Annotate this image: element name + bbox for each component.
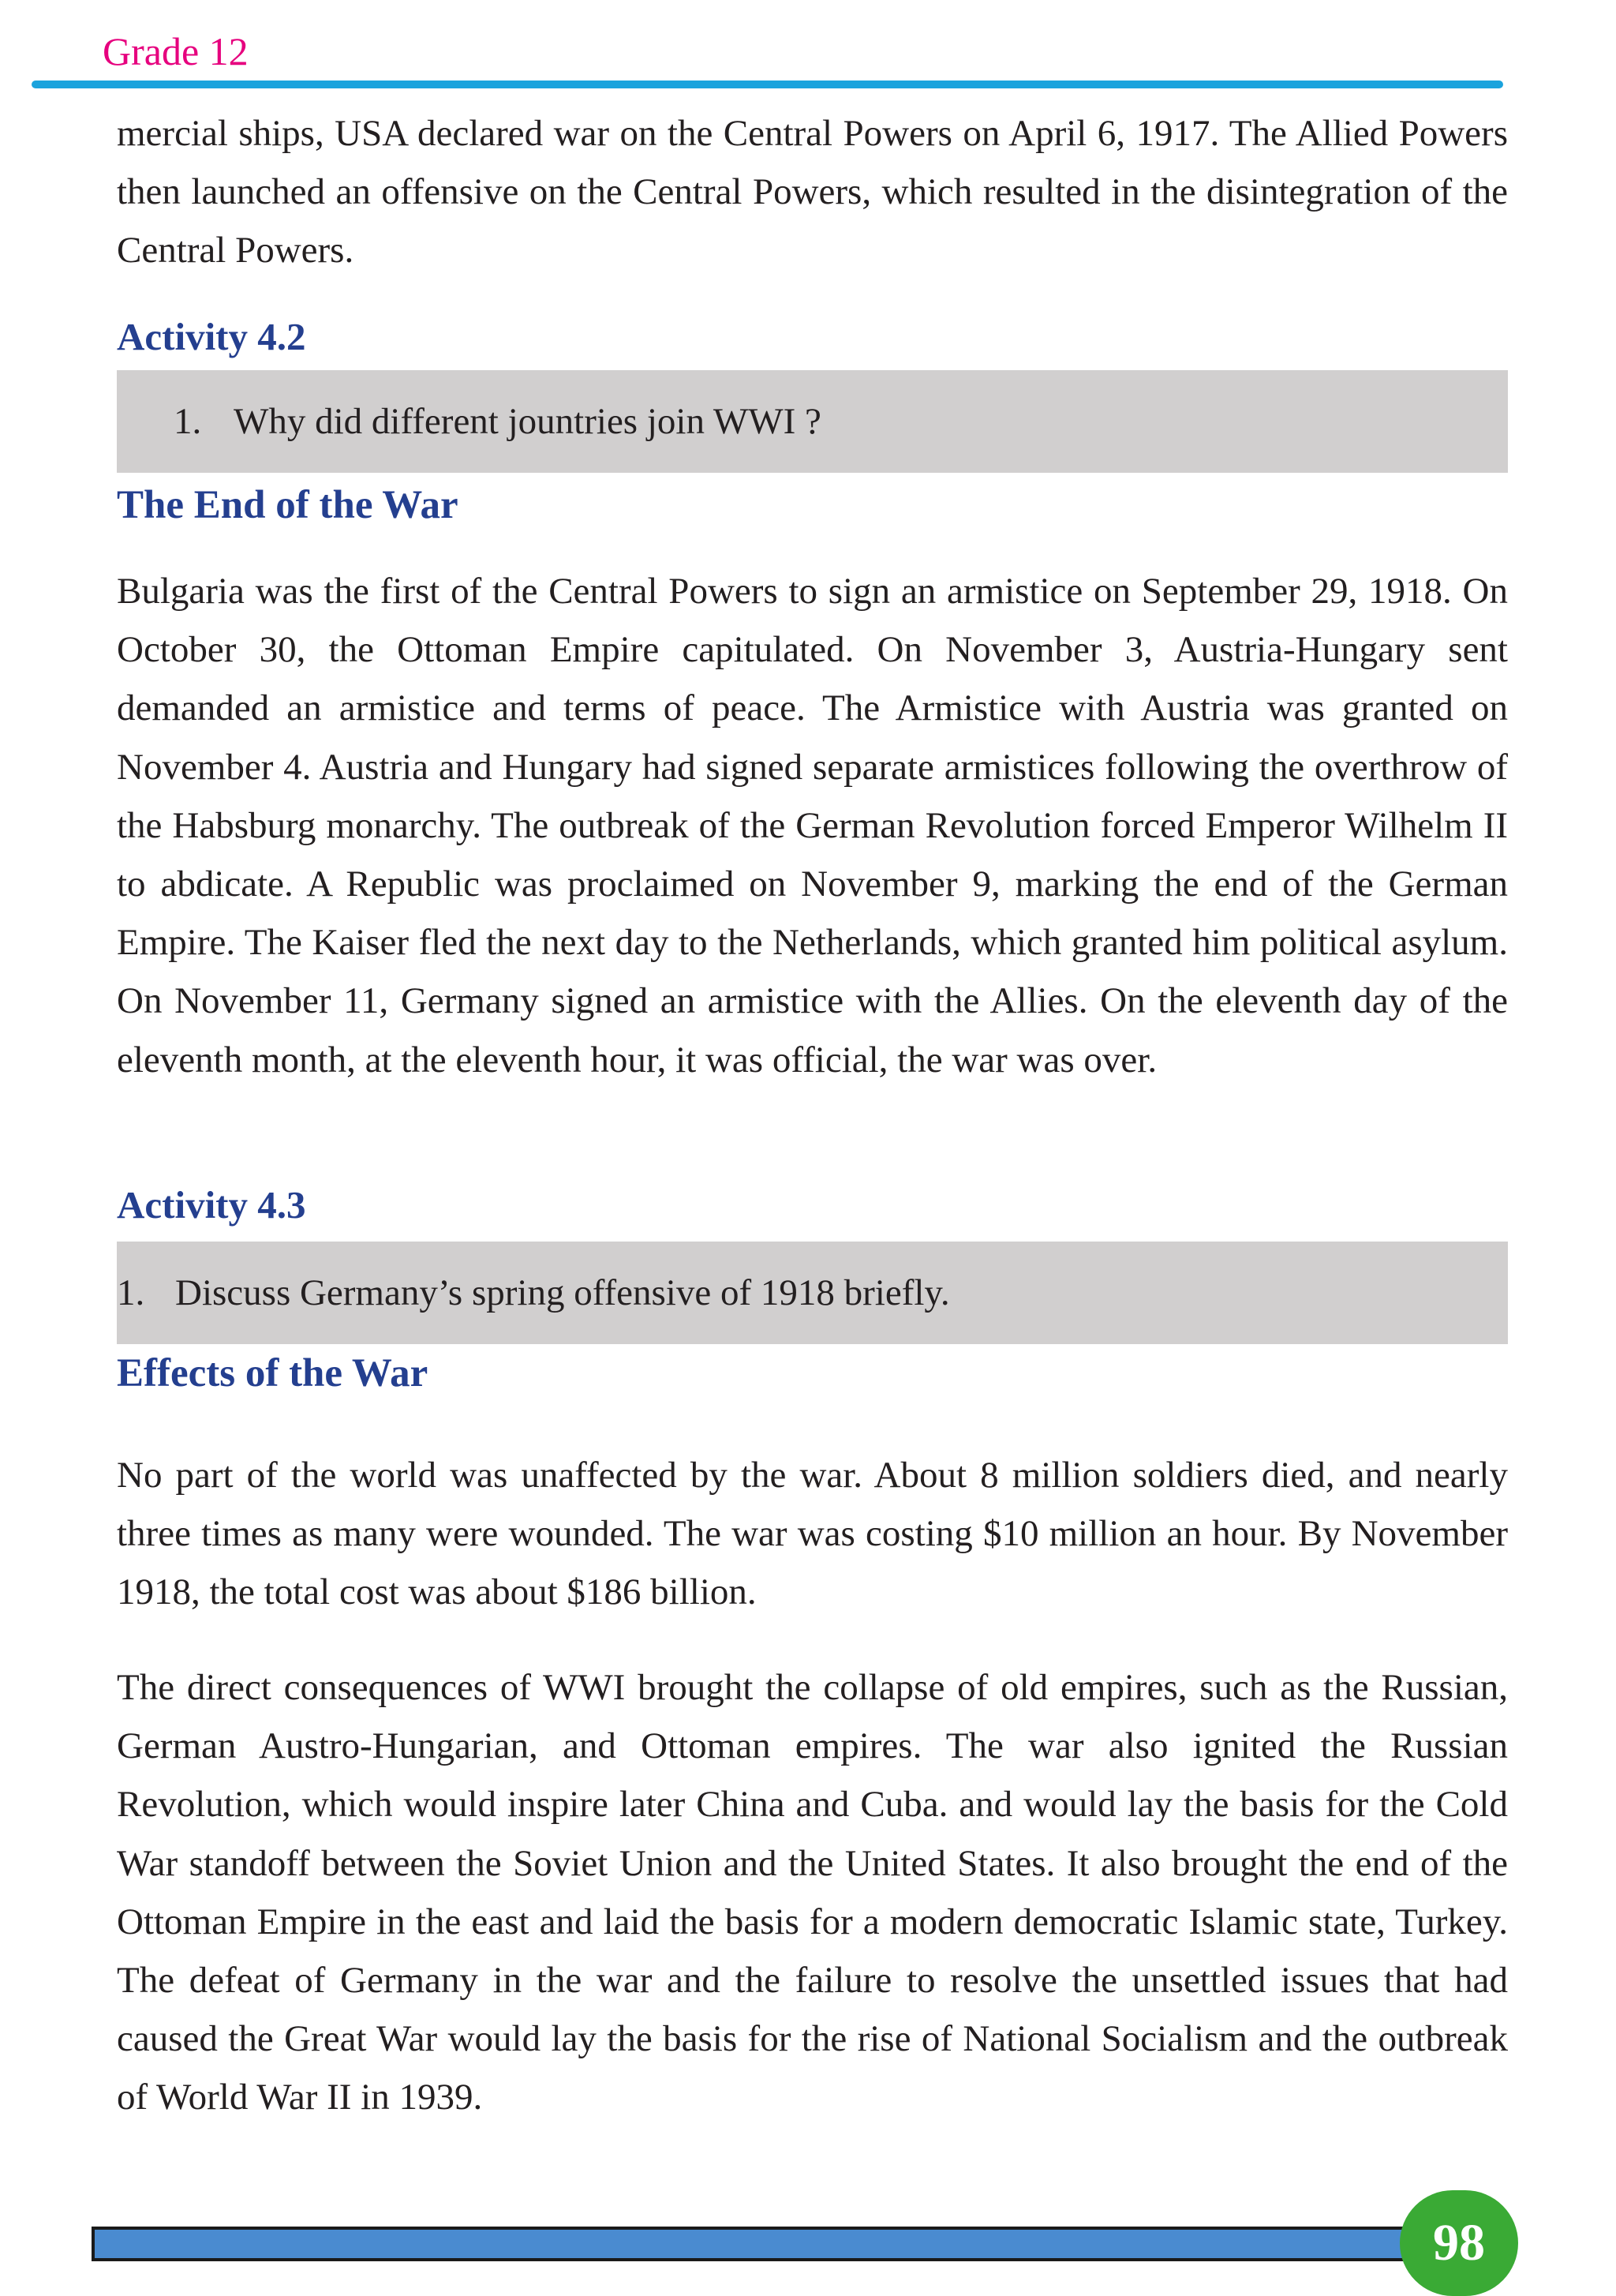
- page-number-badge: 98: [1400, 2190, 1518, 2296]
- activity-item-number: 1.: [174, 401, 202, 442]
- activity-item-text: Why did different jountries join WWI ?: [234, 401, 821, 442]
- activity-4-2-heading: Activity 4.2: [117, 315, 306, 358]
- section-heading-effects-of-war: Effects of the War: [117, 1351, 428, 1395]
- activity-4-2-box: [117, 370, 1508, 473]
- footer-bar: [92, 2227, 1409, 2261]
- intro-paragraph: mercial ships, USA declared war on the Central Powers on April 6, 1917. The Allied Powers then launched an offensive on the Central Powers, which resulted in the disintegration of the Central Powers.: [117, 113, 1508, 272]
- activity-4-3-box: [117, 1242, 1508, 1344]
- activity-4-3-heading: Activity 4.3: [117, 1183, 306, 1227]
- activity-item-text: Discuss Germany’s spring offensive of 1918 briefly.: [175, 1272, 950, 1313]
- activity-item-number: 1.: [117, 1272, 145, 1313]
- end-of-war-paragraph: Bulgaria was the first of the Central Powers to sign an armistice on September 29, 1918. On October 30, the Ottoman Empire capitulated. On November 3, Austria-Hungary sent demanded an armistice and terms of peace. The Armistice with Austria was granted on November 4. Austria and Hungary had signed separate armistices following the overthrow of the Habsburg monarchy. The outbreak of the German Revolution forced Emperor Wilhelm II to abdicate. A Republic was proclaimed on November 9, marking the end of the German Empire. The Kaiser fled the next day to the Netherlands, which granted him political asylum. On November 11, Germany signed an armistice with the Allies. On the eleventh day of the eleventh month, at the eleventh hour, it was official, the war was over.: [117, 571, 1508, 1081]
- header-rule: [32, 81, 1503, 88]
- section-heading-end-of-war: The End of the War: [117, 483, 458, 527]
- grade-label: Grade 12: [103, 29, 249, 73]
- effects-paragraph-2: The direct consequences of WWI brought the collapse of old empires, such as the Russian, German Austro-Hungarian, and Ottoman empires. The war also ignited the Russian Revolution, which would inspire later China and Cuba. and would lay the basis for the Cold War standoff between the Soviet Union and the United States. It also brought the end of the Ottoman Empire in the east and laid the basis for a modern democratic Islamic state, Turkey. The defeat of Germany in the war and the failure to resolve the unsettled issues that had caused the Great War would lay the basis for the rise of National Socialism and the outbreak of World War II in 1939.: [117, 1667, 1508, 2118]
- effects-paragraph-1: No part of the world was unaffected by the war. About 8 million soldiers died, and nearly three times as many were wounded. The war was costing $10 million an hour. By November 1918, the total cost was about $186 billion.: [117, 1455, 1508, 1613]
